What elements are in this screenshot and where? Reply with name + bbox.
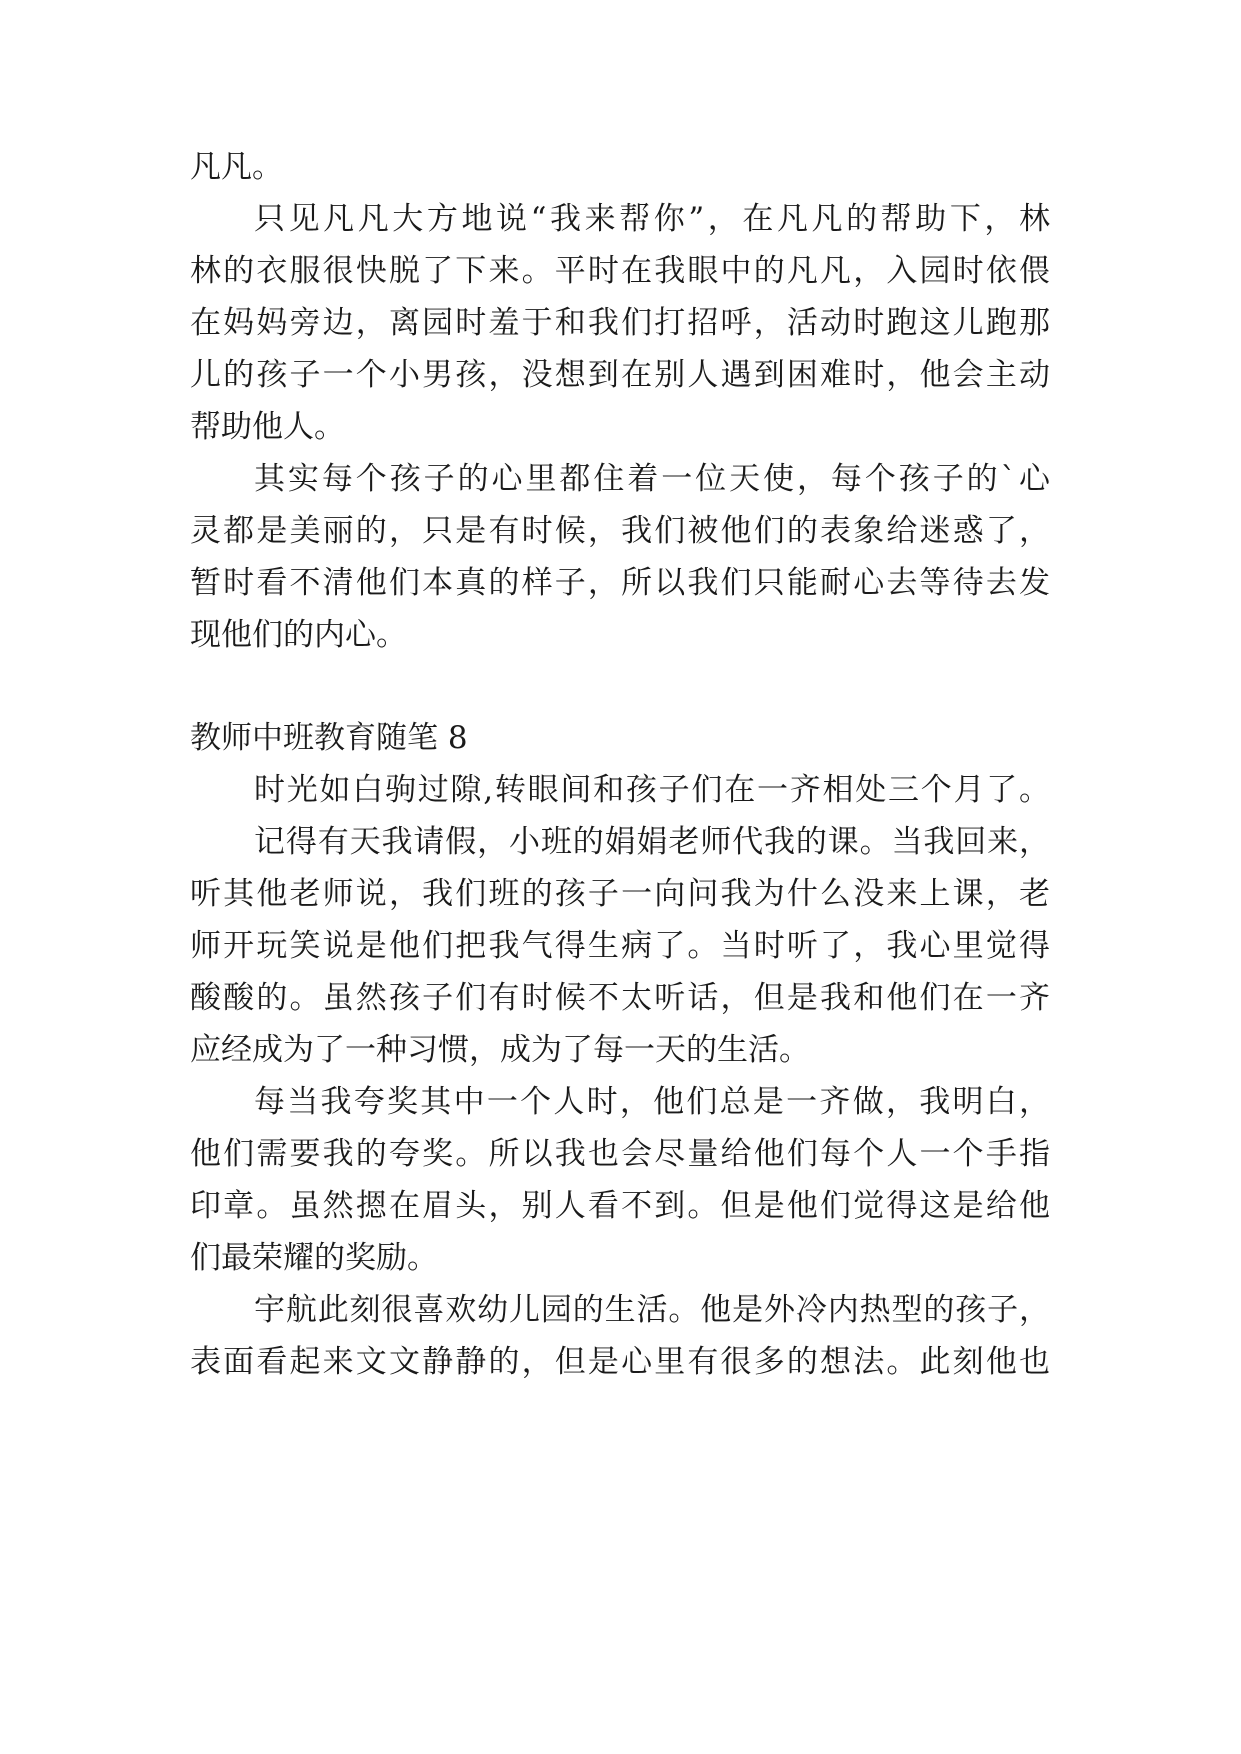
text-line: 记得有天我请假，小班的娟娟老师代我的课。当我回来， — [254, 824, 1050, 860]
text-line: 应经成为了一种习惯，成为了每一天的生活。 — [190, 1032, 810, 1068]
document-page — [190, 0, 1050, 1754]
text-line: 印章。虽然摁在眉头，别人看不到。但是他们觉得这是给他 — [190, 1188, 1050, 1224]
text-line: 他们需要我的夸奖。所以我也会尽量给他们每个人一个手指 — [190, 1136, 1050, 1172]
text-line: 儿的孩子一个小男孩，没想到在别人遇到困难时，他会主动 — [190, 357, 1050, 393]
text-line: 师开玩笑说是他们把我气得生病了。当时听了，我心里觉得 — [190, 928, 1050, 964]
text-line: 帮助他人。 — [190, 409, 345, 445]
text-line: 其实每个孩子的心里都住着一位天使，每个孩子的`心 — [254, 461, 1050, 497]
text-line: 每当我夸奖其中一个人时，他们总是一齐做，我明白， — [254, 1084, 1050, 1120]
text-line: 酸酸的。虽然孩子们有时候不太听话，但是我和他们在一齐 — [190, 980, 1050, 1016]
text-line: 表面看起来文文静静的，但是心里有很多的想法。此刻他也 — [190, 1344, 1050, 1380]
text-line: 凡凡。 — [190, 149, 283, 185]
text-line: 们最荣耀的奖励。 — [190, 1240, 438, 1276]
text-line: 只见凡凡大方地说“我来帮你”，在凡凡的帮助下，林 — [254, 201, 1050, 237]
text-line: 暂时看不清他们本真的样子，所以我们只能耐心去等待去发 — [190, 565, 1050, 601]
text-line: 现他们的内心。 — [190, 617, 407, 653]
text-line: 灵都是美丽的，只是有时候，我们被他们的表象给迷惑了， — [190, 513, 1050, 549]
text-line: 宇航此刻很喜欢幼儿园的生活。他是外冷内热型的孩子， — [254, 1292, 1050, 1328]
text-line: 林的衣服很快脱了下来。平时在我眼中的凡凡，入园时依偎 — [190, 253, 1050, 289]
text-line: 听其他老师说，我们班的孩子一向问我为什么没来上课，老 — [190, 876, 1050, 912]
text-line: 在妈妈旁边，离园时羞于和我们打招呼，活动时跑这儿跑那 — [190, 305, 1050, 341]
text-line: 时光如白驹过隙,转眼间和孩子们在一齐相处三个月了。 — [254, 772, 1050, 808]
section-title: 教师中班教育随笔 8 — [190, 720, 468, 756]
